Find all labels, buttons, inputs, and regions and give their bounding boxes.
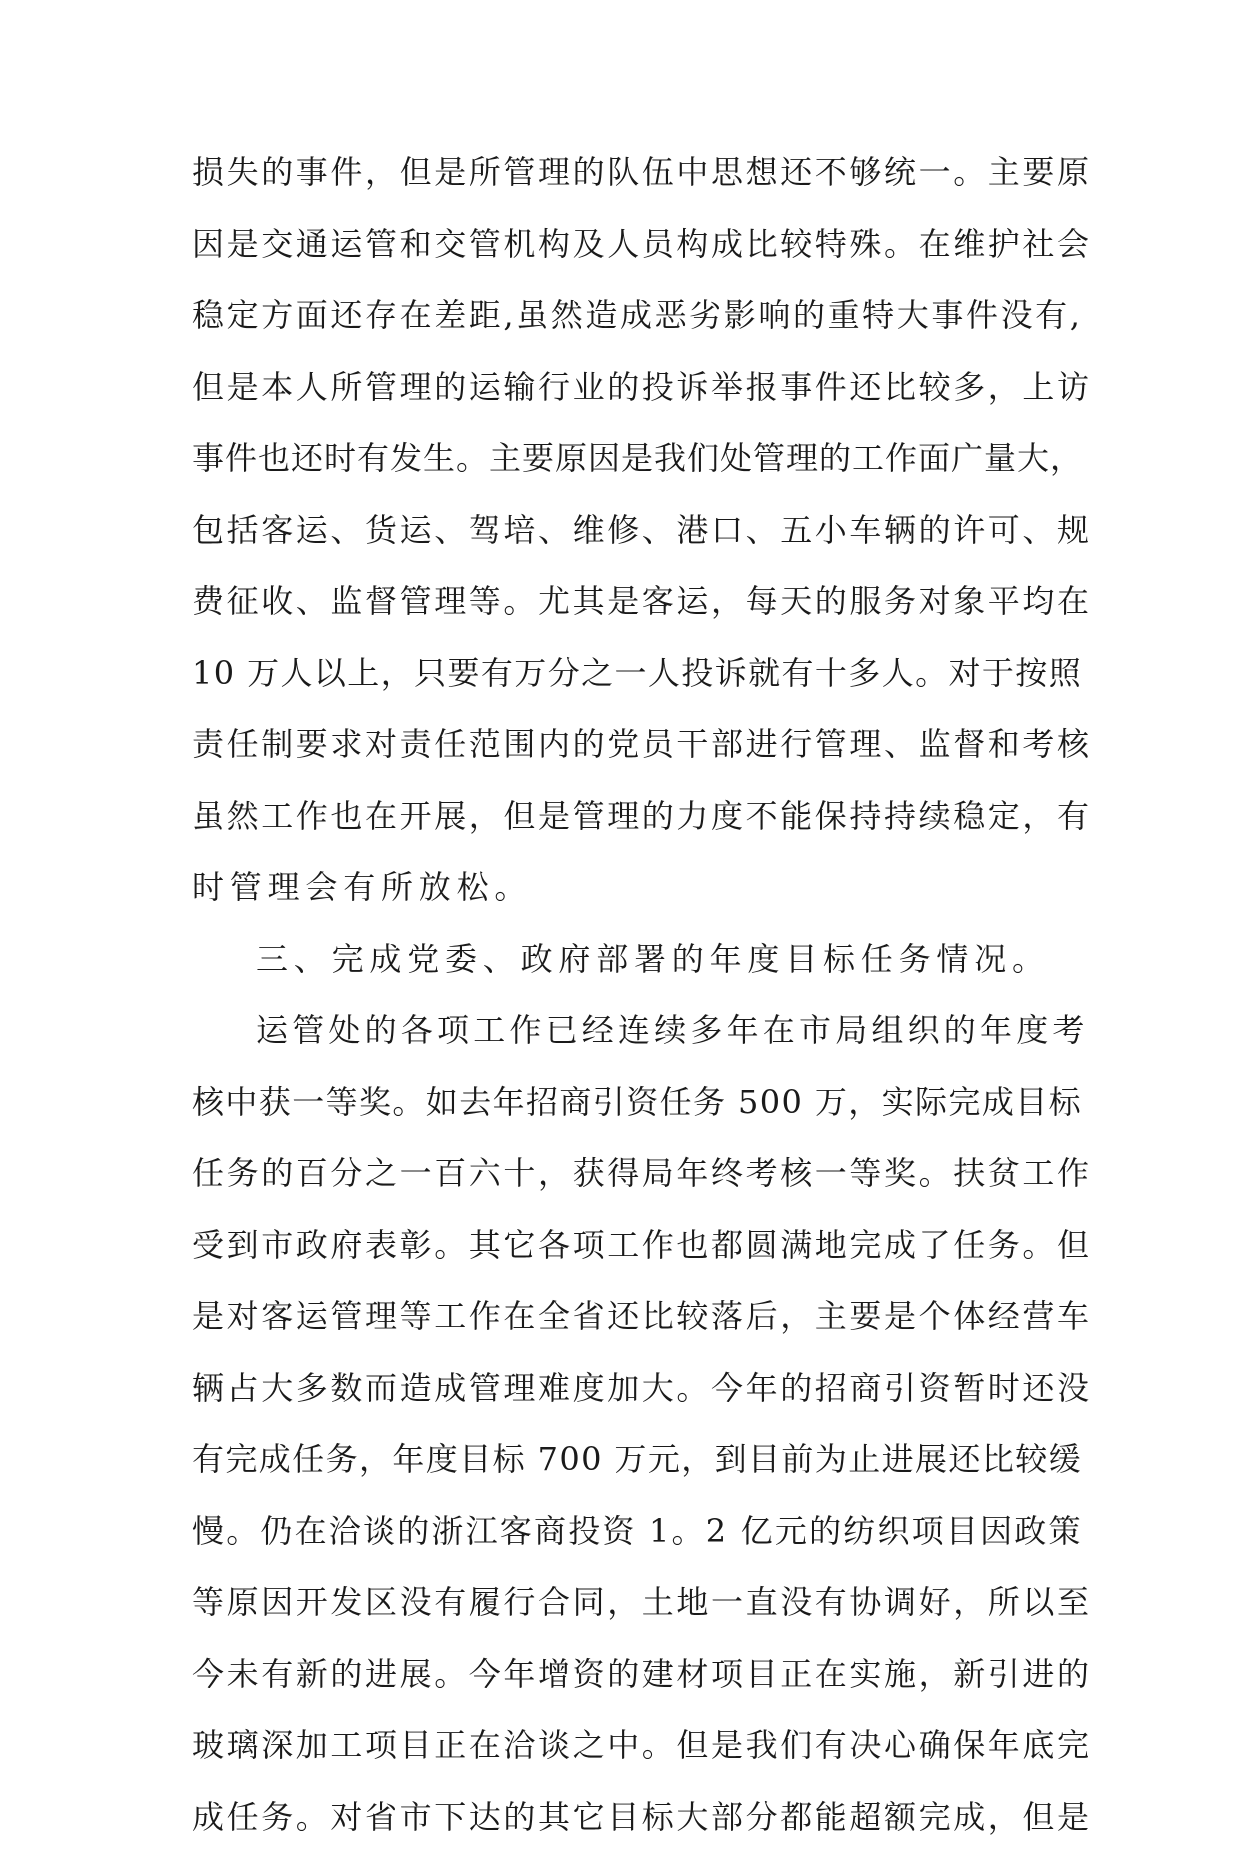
text-line: 包括客运、货运、驾培、维修、港口、五小车辆的许可、规 <box>192 510 1092 549</box>
text-line: 稳定方面还存在差距,虽然造成恶劣影响的重特大事件没有, <box>192 296 1083 334</box>
text-line: 责任制要求对责任范围内的党员干部进行管理、监督和考核 <box>192 725 1092 763</box>
text-line: 虽然工作也在开展，但是管理的力度不能保持持续稳定，有 <box>192 796 1092 835</box>
text-line: 辆占大多数而造成管理难度加大。今年的招商引资暂时还没 <box>192 1368 1092 1407</box>
text-line: 任务的百分之一百六十，获得局年终考核一等奖。扶贫工作 <box>192 1154 1092 1192</box>
text-line: 玻璃深加工项目正在洽谈之中。但是我们有决心确保年底完 <box>192 1726 1092 1764</box>
text-line: 有完成任务，年度目标 700 万元，到目前为止进展还比较缓 <box>192 1440 1083 1478</box>
text-line: 因是交通运管和交管机构及人员构成比较特殊。在维护社会 <box>192 224 1092 263</box>
text-line: 10 万人以上，只要有万分之一人投诉就有十多人。对于按照 <box>192 653 1083 692</box>
text-line: 等原因开发区没有履行合同，土地一直没有协调好，所以至 <box>192 1583 1092 1621</box>
text-line: 受到市政府表彰。其它各项工作也都圆满地完成了任务。但 <box>192 1225 1092 1264</box>
text-line: 核中获一等奖。如去年招商引资任务 500 万，实际完成目标 <box>192 1082 1083 1121</box>
document-body <box>192 154 1092 1870</box>
text-line: 是对客运管理等工作在全省还比较落后，主要是个体经营车 <box>192 1297 1092 1335</box>
paragraph-start-line: 运管处的各项工作已经连续多年在市局组织的年度考 <box>256 1011 1089 1049</box>
section-heading: 三、完成党委、政府部署的年度目标任务情况。 <box>256 939 1050 978</box>
text-line: 今未有新的进展。今年增资的建材项目正在实施，新引进的 <box>192 1654 1092 1693</box>
text-line: 成任务。对省市下达的其它目标大部分都能超额完成，但是 <box>192 1797 1092 1836</box>
text-line: 损失的事件，但是所管理的队伍中思想还不够统一。主要原 <box>192 153 1092 191</box>
text-line: 慢。仍在洽谈的浙江客商投资 1。2 亿元的纺织项目因政策 <box>192 1511 1083 1550</box>
text-line: 费征收、监督管理等。尤其是客运，每天的服务对象平均在 <box>192 582 1092 620</box>
text-line: 时管理会有所放松。 <box>192 868 533 906</box>
text-line: 但是本人所管理的运输行业的投诉举报事件还比较多，上访 <box>192 367 1092 406</box>
text-line: 事件也还时有发生。主要原因是我们处管理的工作面广量大， <box>192 439 1084 477</box>
